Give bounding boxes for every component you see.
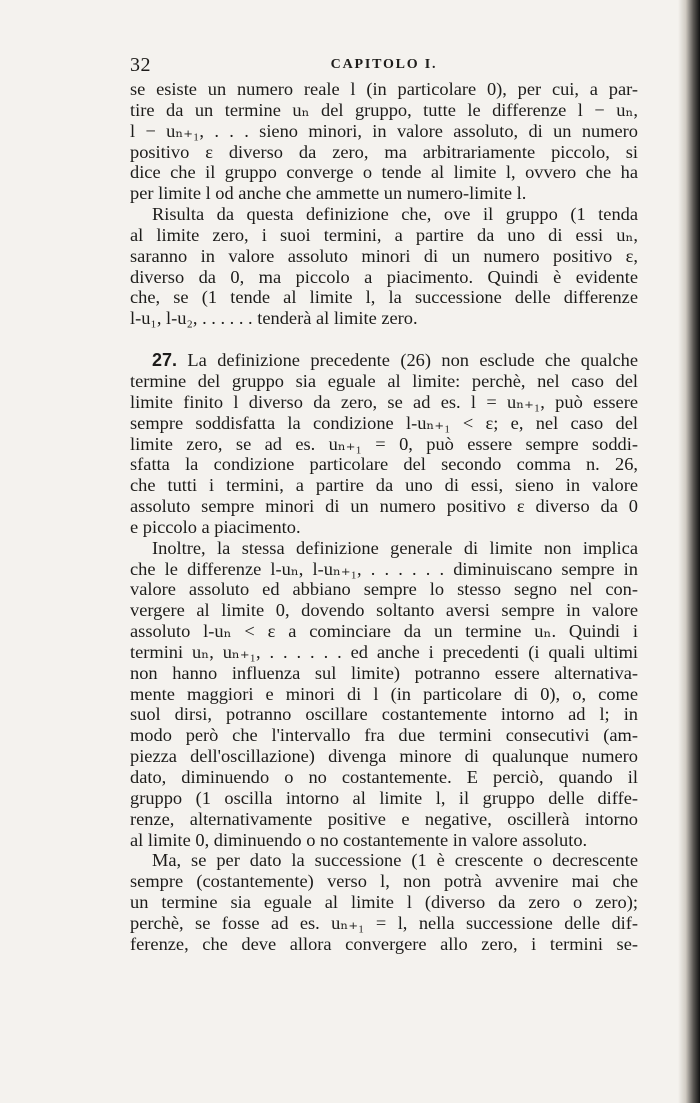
text-line: Risulta da questa definizione che, ove il gruppo (1 tenda [152,204,638,225]
page-edge-shadow [678,0,700,1103]
running-header [130,54,638,76]
text-line [130,350,638,371]
text-line: non hanno influenza sul limite) potranno essere alternativa- [130,662,638,683]
text-line: Ma, se per dato la successione (1 è crescente o decrescente [152,850,638,871]
text-line: l-u₁, l-u₂, . . . . . . tenderà al limite zero. [130,308,418,329]
text-line: assoluto l-uₙ < ε a cominciare da un termine uₙ. Quindi i [130,621,638,642]
text-line: modo però che l'intervallo fra due termini consecutivi (am- [130,725,638,746]
text-line: al limite 0, diminuendo o no costantemente in valore assoluto. [130,829,588,850]
text-line: renze, alternativamente positive e negative, oscillerà intorno [130,808,638,829]
text-line: dice che il gruppo converge o tende al limite l, ovvero che ha [130,162,638,183]
text-line: che, se (1 tende al limite l, la successione delle differenze [130,287,638,308]
text-line: limite finito l diverso da zero, se ad es. l = uₙ₊₁, può essere [130,391,638,412]
text-line: che le differenze l-uₙ, l-uₙ₊₁, . . . . . . diminuiscano sempre in [130,558,638,579]
text-line: termini uₙ, uₙ₊₁, . . . . . . ed anche i precedenti (i quali ultimi [130,641,638,662]
text-line: sfatta la condizione particolare del secondo comma n. 26, [130,454,638,475]
section-27 [130,350,638,538]
text-line: vergere al limite 0, dovendo soltanto aversi sempre in valore [130,600,638,621]
text-line: gruppo (1 oscilla intorno al limite l, il gruppo delle diffe- [130,787,638,808]
text-line: suol dirsi, potranno oscillare costantemente intorno ad l; in [130,704,638,725]
text-line: termine del gruppo sia eguale al limite: perchè, nel caso del [130,370,638,391]
paragraph [130,538,638,851]
paragraph [130,850,638,954]
page-number: 32 [130,54,151,76]
text-line: assoluto sempre minori di un numero positivo ε diverso da 0 [130,496,638,517]
text-line: mente maggiori e minori di l (in particolare di 0), o, come [130,683,638,704]
text-line: piezza dell'oscillazione) divenga minore di qualunque numero [130,746,638,767]
body-text [130,79,638,955]
text-line: sempre (costantemente) verso l, non potrà avvenire mai che [130,871,638,892]
text-line: se esiste un numero reale l (in particolare 0), per cui, a par- [130,79,638,99]
text-line: diverso da 0, ma piccolo a piacimento. Quindi è evidente [130,266,638,287]
text-line: valore assoluto ed abbiano sempre lo stesso segno nel con- [130,579,638,600]
text-line: limite zero, se ad es. uₙ₊₁ = 0, può essere sempre soddi- [130,433,638,454]
text-line: l − uₙ₊₁, . . . sieno minori, in valore assoluto, di un numero [130,120,638,141]
text-line: Inoltre, la stessa definizione generale di limite non implica [152,537,638,558]
text-line: al limite zero, i suoi termini, a partire da uno di essi uₙ, [130,224,638,245]
paragraph [130,204,638,329]
section-gap [130,329,638,350]
section-number: 27. [152,350,178,371]
text-line: sempre soddisfatta la condizione l-uₙ₊₁ < ε; e, nel caso del [130,412,638,433]
text-line: un termine sia eguale al limite l (diverso da zero o zero); [130,892,638,913]
text-line: che tutti i termini, a partire da uno di essi, sieno in valore [130,475,638,496]
text-line: perchè, se fosse ad es. uₙ₊₁ = l, nella successione delle dif- [130,912,638,933]
text-line: e piccolo a piacimento. [130,516,301,537]
text-line: per limite l od anche che ammette un numero-limite l. [130,183,527,204]
text-line: ferenze, che deve allora convergere allo zero, i termini se- [130,933,638,954]
chapter-heading: CAPITOLO I. [330,57,438,72]
text-line: saranno in valore assoluto minori di un numero positivo ε, [130,245,638,266]
text-line: positivo ε diverso da zero, ma arbitrariamente piccolo, si [130,141,638,162]
text-line: dato, diminuendo o no costantemente. E perciò, quando il [130,767,638,787]
text-line: tire da un termine uₙ del gruppo, tutte le differenze l − uₙ, [130,99,638,120]
text-line-content: La definizione precedente (26) non esclude che qualche [187,350,638,371]
paragraph [130,79,638,204]
